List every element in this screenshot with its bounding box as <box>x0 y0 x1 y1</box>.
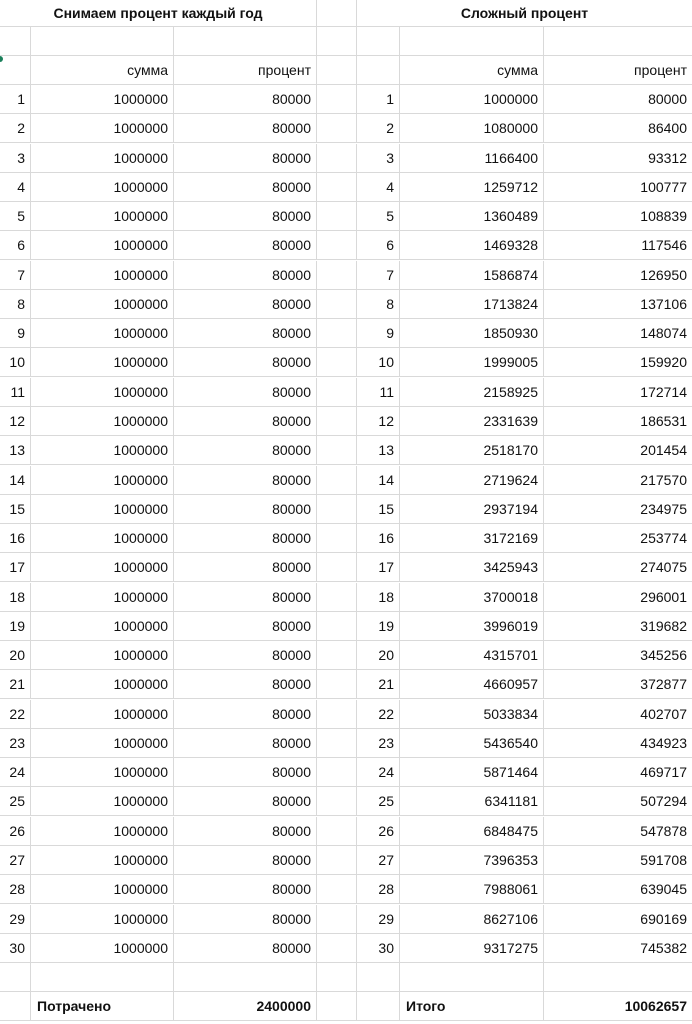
cell[interactable] <box>317 495 357 524</box>
right-sum-cell[interactable]: 1586874 <box>400 261 544 290</box>
cell[interactable] <box>0 963 31 992</box>
left-percent-cell[interactable]: 80000 <box>174 144 317 173</box>
table-row <box>0 583 692 612</box>
cell[interactable] <box>317 261 357 290</box>
table-row <box>0 641 692 670</box>
right-sum-cell[interactable]: 2518170 <box>400 436 544 465</box>
left-sum-cell[interactable]: 1000000 <box>31 787 174 816</box>
right-sum-cell[interactable]: 7988061 <box>400 875 544 904</box>
cell[interactable] <box>317 407 357 436</box>
right-percent-cell[interactable]: 690169 <box>544 905 692 934</box>
right-table-title[interactable]: Сложный процент <box>357 0 692 27</box>
left-row-number[interactable]: 18 <box>0 583 31 612</box>
left-percent-cell[interactable]: 80000 <box>174 787 317 816</box>
left-sum-cell[interactable]: 1000000 <box>31 905 174 934</box>
left-sum-cell[interactable]: 1000000 <box>31 875 174 904</box>
left-percent-cell[interactable]: 80000 <box>174 466 317 495</box>
empty-row <box>0 963 692 992</box>
left-sum-cell[interactable]: 1000000 <box>31 144 174 173</box>
table-row <box>0 495 692 524</box>
right-row-number[interactable]: 8 <box>357 290 400 319</box>
left-sum-cell[interactable]: 1000000 <box>31 202 174 231</box>
cell[interactable] <box>317 700 357 729</box>
left-percent-cell[interactable]: 80000 <box>174 729 317 758</box>
right-sum-cell[interactable]: 4315701 <box>400 641 544 670</box>
right-row-number[interactable]: 23 <box>357 729 400 758</box>
right-sum-cell[interactable]: 2158925 <box>400 378 544 407</box>
left-percent-cell[interactable]: 80000 <box>174 114 317 143</box>
cell[interactable] <box>317 27 357 56</box>
right-row-number[interactable]: 21 <box>357 670 400 699</box>
left-sum-cell[interactable]: 1000000 <box>31 436 174 465</box>
left-percent-cell[interactable]: 80000 <box>174 934 317 963</box>
cell[interactable] <box>317 202 357 231</box>
table-row <box>0 612 692 641</box>
left-percent-cell[interactable]: 80000 <box>174 348 317 377</box>
cell[interactable] <box>317 85 357 114</box>
right-percent-cell[interactable]: 148074 <box>544 319 692 348</box>
right-row-number[interactable]: 19 <box>357 612 400 641</box>
right-row-number[interactable]: 1 <box>357 85 400 114</box>
right-row-number[interactable]: 29 <box>357 905 400 934</box>
table-row <box>0 670 692 699</box>
table-row <box>0 846 692 875</box>
left-sum-cell[interactable]: 1000000 <box>31 495 174 524</box>
left-table-title[interactable]: Снимаем процент каждый год <box>0 0 317 27</box>
totals-row <box>0 992 692 1021</box>
left-row-number[interactable]: 5 <box>0 202 31 231</box>
left-row-number[interactable]: 11 <box>0 378 31 407</box>
left-percent-cell[interactable]: 80000 <box>174 261 317 290</box>
left-sum-cell[interactable]: 1000000 <box>31 846 174 875</box>
right-percent-cell[interactable]: 159920 <box>544 348 692 377</box>
right-percent-cell[interactable]: 172714 <box>544 378 692 407</box>
table-row <box>0 875 692 904</box>
right-row-number[interactable]: 2 <box>357 114 400 143</box>
cell[interactable] <box>357 963 400 992</box>
table-row <box>0 758 692 787</box>
right-percent-cell[interactable]: 402707 <box>544 700 692 729</box>
left-percent-cell[interactable]: 80000 <box>174 231 317 260</box>
right-percent-cell[interactable]: 434923 <box>544 729 692 758</box>
right-row-number[interactable]: 22 <box>357 700 400 729</box>
right-percent-cell[interactable]: 253774 <box>544 524 692 553</box>
column-header-row <box>0 56 692 85</box>
table-row <box>0 173 692 202</box>
right-percent-cell[interactable]: 234975 <box>544 495 692 524</box>
left-sum-cell[interactable]: 1000000 <box>31 173 174 202</box>
left-percent-cell[interactable]: 80000 <box>174 407 317 436</box>
cell[interactable] <box>544 963 692 992</box>
right-sum-cell[interactable]: 1080000 <box>400 114 544 143</box>
cell[interactable] <box>0 992 31 1021</box>
right-row-number[interactable]: 11 <box>357 378 400 407</box>
right-sum-cell[interactable]: 6341181 <box>400 787 544 816</box>
left-sum-cell[interactable]: 1000000 <box>31 583 174 612</box>
left-row-number[interactable]: 28 <box>0 875 31 904</box>
right-row-number[interactable]: 14 <box>357 466 400 495</box>
left-row-number[interactable]: 9 <box>0 319 31 348</box>
cell[interactable] <box>317 524 357 553</box>
cell[interactable] <box>317 583 357 612</box>
left-percent-cell[interactable]: 80000 <box>174 846 317 875</box>
cell[interactable] <box>357 992 400 1021</box>
left-row-number[interactable]: 10 <box>0 348 31 377</box>
right-sum-cell[interactable]: 1999005 <box>400 348 544 377</box>
right-percent-header[interactable]: процент <box>544 56 692 85</box>
table-row <box>0 729 692 758</box>
cell[interactable] <box>317 144 357 173</box>
left-sum-cell[interactable]: 1000000 <box>31 670 174 699</box>
right-percent-cell[interactable]: 547878 <box>544 817 692 846</box>
table-row <box>0 934 692 963</box>
left-sum-cell[interactable]: 1000000 <box>31 729 174 758</box>
cell[interactable] <box>317 319 357 348</box>
cell[interactable] <box>317 875 357 904</box>
left-sum-cell[interactable]: 1000000 <box>31 348 174 377</box>
cell[interactable] <box>357 27 400 56</box>
cell[interactable] <box>317 905 357 934</box>
left-sum-cell[interactable]: 1000000 <box>31 758 174 787</box>
right-row-number[interactable]: 25 <box>357 787 400 816</box>
left-percent-cell[interactable]: 80000 <box>174 905 317 934</box>
right-percent-cell[interactable]: 93312 <box>544 144 692 173</box>
cell[interactable] <box>174 27 317 56</box>
left-sum-cell[interactable]: 1000000 <box>31 641 174 670</box>
cell[interactable] <box>317 787 357 816</box>
left-row-number[interactable]: 13 <box>0 436 31 465</box>
left-percent-cell[interactable]: 80000 <box>174 758 317 787</box>
table-row <box>0 700 692 729</box>
left-row-number[interactable]: 4 <box>0 173 31 202</box>
cell[interactable] <box>317 641 357 670</box>
left-sum-cell[interactable]: 1000000 <box>31 934 174 963</box>
right-sum-cell[interactable]: 1166400 <box>400 144 544 173</box>
left-row-number[interactable]: 3 <box>0 144 31 173</box>
right-row-number[interactable]: 7 <box>357 261 400 290</box>
right-percent-cell[interactable]: 108839 <box>544 202 692 231</box>
cell[interactable] <box>400 27 544 56</box>
right-row-number[interactable]: 6 <box>357 231 400 260</box>
right-percent-cell[interactable]: 217570 <box>544 466 692 495</box>
left-percent-cell[interactable]: 80000 <box>174 85 317 114</box>
cell[interactable] <box>317 436 357 465</box>
left-row-number[interactable]: 2 <box>0 114 31 143</box>
left-percent-cell[interactable]: 80000 <box>174 670 317 699</box>
right-sum-cell[interactable]: 3996019 <box>400 612 544 641</box>
right-percent-cell[interactable]: 345256 <box>544 641 692 670</box>
left-sum-cell[interactable]: 1000000 <box>31 261 174 290</box>
left-row-number[interactable]: 20 <box>0 641 31 670</box>
left-row-number[interactable]: 12 <box>0 407 31 436</box>
left-sum-cell[interactable]: 1000000 <box>31 85 174 114</box>
title-row <box>0 0 692 27</box>
right-row-number[interactable]: 26 <box>357 817 400 846</box>
table-row <box>0 348 692 377</box>
right-sum-cell[interactable]: 2331639 <box>400 407 544 436</box>
left-sum-cell[interactable]: 1000000 <box>31 407 174 436</box>
cell[interactable] <box>317 553 357 582</box>
cell[interactable] <box>317 173 357 202</box>
left-row-number[interactable]: 26 <box>0 817 31 846</box>
right-row-number[interactable]: 15 <box>357 495 400 524</box>
right-sum-cell[interactable]: 2719624 <box>400 466 544 495</box>
right-row-number[interactable]: 4 <box>357 173 400 202</box>
left-total-value[interactable]: 2400000 <box>174 992 317 1021</box>
left-row-number[interactable]: 8 <box>0 290 31 319</box>
cell[interactable] <box>317 670 357 699</box>
left-row-number[interactable]: 22 <box>0 700 31 729</box>
left-row-number[interactable]: 1 <box>0 85 31 114</box>
left-sum-header[interactable]: сумма <box>31 56 174 85</box>
cell[interactable] <box>317 612 357 641</box>
right-row-number[interactable]: 20 <box>357 641 400 670</box>
left-percent-cell[interactable]: 80000 <box>174 524 317 553</box>
table-row <box>0 114 692 143</box>
cell[interactable] <box>317 992 357 1021</box>
cell[interactable] <box>0 56 31 85</box>
right-row-number[interactable]: 17 <box>357 553 400 582</box>
right-row-number[interactable]: 27 <box>357 846 400 875</box>
table-row <box>0 319 692 348</box>
left-sum-cell[interactable]: 1000000 <box>31 290 174 319</box>
left-row-number[interactable]: 25 <box>0 787 31 816</box>
table-row <box>0 905 692 934</box>
right-row-number[interactable]: 3 <box>357 144 400 173</box>
right-sum-header[interactable]: сумма <box>400 56 544 85</box>
cell[interactable] <box>317 114 357 143</box>
table-row <box>0 261 692 290</box>
right-row-number[interactable]: 28 <box>357 875 400 904</box>
right-sum-cell[interactable]: 3700018 <box>400 583 544 612</box>
table-row <box>0 466 692 495</box>
table-row <box>0 787 692 816</box>
table-row <box>0 553 692 582</box>
left-sum-cell[interactable]: 1000000 <box>31 231 174 260</box>
cell[interactable] <box>317 963 357 992</box>
left-percent-cell[interactable]: 80000 <box>174 817 317 846</box>
right-row-number[interactable]: 12 <box>357 407 400 436</box>
left-percent-cell[interactable]: 80000 <box>174 583 317 612</box>
right-row-number[interactable]: 5 <box>357 202 400 231</box>
table-row <box>0 817 692 846</box>
right-sum-cell[interactable]: 1850930 <box>400 319 544 348</box>
left-percent-cell[interactable]: 80000 <box>174 378 317 407</box>
right-percent-cell[interactable]: 639045 <box>544 875 692 904</box>
left-percent-cell[interactable]: 80000 <box>174 319 317 348</box>
left-percent-cell[interactable]: 80000 <box>174 641 317 670</box>
right-sum-cell[interactable]: 8627106 <box>400 905 544 934</box>
right-sum-cell[interactable]: 7396353 <box>400 846 544 875</box>
left-row-number[interactable]: 24 <box>0 758 31 787</box>
cell[interactable] <box>317 729 357 758</box>
left-sum-cell[interactable]: 1000000 <box>31 319 174 348</box>
left-percent-cell[interactable]: 80000 <box>174 495 317 524</box>
right-row-number[interactable]: 18 <box>357 583 400 612</box>
left-percent-cell[interactable]: 80000 <box>174 700 317 729</box>
table-row <box>0 524 692 553</box>
right-sum-cell[interactable]: 1000000 <box>400 85 544 114</box>
right-percent-cell[interactable]: 274075 <box>544 553 692 582</box>
cell[interactable] <box>357 56 400 85</box>
right-sum-cell[interactable]: 5436540 <box>400 729 544 758</box>
table-row <box>0 202 692 231</box>
empty-row <box>0 27 692 56</box>
cell[interactable] <box>317 817 357 846</box>
right-sum-cell[interactable]: 3425943 <box>400 553 544 582</box>
right-percent-cell[interactable]: 201454 <box>544 436 692 465</box>
left-row-number[interactable]: 29 <box>0 905 31 934</box>
right-percent-cell[interactable]: 80000 <box>544 85 692 114</box>
cell[interactable] <box>0 27 31 56</box>
cell[interactable] <box>317 348 357 377</box>
left-percent-cell[interactable]: 80000 <box>174 436 317 465</box>
cell[interactable] <box>317 378 357 407</box>
left-row-number[interactable]: 15 <box>0 495 31 524</box>
right-row-number[interactable]: 9 <box>357 319 400 348</box>
right-sum-cell[interactable]: 5871464 <box>400 758 544 787</box>
right-percent-cell[interactable]: 137106 <box>544 290 692 319</box>
left-row-number[interactable]: 7 <box>0 261 31 290</box>
right-row-number[interactable]: 10 <box>357 348 400 377</box>
left-row-number[interactable]: 21 <box>0 670 31 699</box>
right-percent-cell[interactable]: 469717 <box>544 758 692 787</box>
cell[interactable] <box>544 27 692 56</box>
left-sum-cell[interactable]: 1000000 <box>31 524 174 553</box>
right-percent-cell[interactable]: 186531 <box>544 407 692 436</box>
table-row <box>0 231 692 260</box>
cell[interactable] <box>317 466 357 495</box>
left-percent-cell[interactable]: 80000 <box>174 553 317 582</box>
right-percent-cell[interactable]: 100777 <box>544 173 692 202</box>
left-sum-cell[interactable]: 1000000 <box>31 114 174 143</box>
left-percent-cell[interactable]: 80000 <box>174 173 317 202</box>
right-total-value[interactable]: 10062657 <box>544 992 692 1021</box>
cell[interactable] <box>31 27 174 56</box>
right-row-number[interactable]: 13 <box>357 436 400 465</box>
right-total-label[interactable]: Итого <box>400 992 544 1021</box>
right-percent-cell[interactable]: 507294 <box>544 787 692 816</box>
left-row-number[interactable]: 14 <box>0 466 31 495</box>
cell[interactable] <box>174 963 317 992</box>
right-sum-cell[interactable]: 6848475 <box>400 817 544 846</box>
right-percent-cell[interactable]: 86400 <box>544 114 692 143</box>
right-percent-cell[interactable]: 296001 <box>544 583 692 612</box>
right-percent-cell[interactable]: 126950 <box>544 261 692 290</box>
right-row-number[interactable]: 30 <box>357 934 400 963</box>
left-sum-cell[interactable]: 1000000 <box>31 553 174 582</box>
right-percent-cell[interactable]: 319682 <box>544 612 692 641</box>
right-percent-cell[interactable]: 745382 <box>544 934 692 963</box>
cell[interactable] <box>317 934 357 963</box>
left-percent-cell[interactable]: 80000 <box>174 202 317 231</box>
left-row-number[interactable]: 27 <box>0 846 31 875</box>
right-sum-cell[interactable]: 5033834 <box>400 700 544 729</box>
table-row <box>0 144 692 173</box>
table-row <box>0 290 692 319</box>
left-row-number[interactable]: 30 <box>0 934 31 963</box>
cell[interactable] <box>317 846 357 875</box>
right-sum-cell[interactable]: 4660957 <box>400 670 544 699</box>
left-sum-cell[interactable]: 1000000 <box>31 466 174 495</box>
right-percent-cell[interactable]: 117546 <box>544 231 692 260</box>
right-sum-cell[interactable]: 1360489 <box>400 202 544 231</box>
right-sum-cell[interactable]: 1259712 <box>400 173 544 202</box>
cell[interactable] <box>317 758 357 787</box>
right-percent-cell[interactable]: 372877 <box>544 670 692 699</box>
right-row-number[interactable]: 16 <box>357 524 400 553</box>
right-sum-cell[interactable]: 3172169 <box>400 524 544 553</box>
left-percent-header[interactable]: процент <box>174 56 317 85</box>
right-sum-cell[interactable]: 1713824 <box>400 290 544 319</box>
table-row <box>0 436 692 465</box>
cell[interactable] <box>317 231 357 260</box>
left-percent-cell[interactable]: 80000 <box>174 875 317 904</box>
right-row-number[interactable]: 24 <box>357 758 400 787</box>
left-row-number[interactable]: 16 <box>0 524 31 553</box>
cell-gap[interactable] <box>317 0 357 27</box>
left-total-label[interactable]: Потрачено <box>31 992 174 1021</box>
left-percent-cell[interactable]: 80000 <box>174 290 317 319</box>
left-row-number[interactable]: 6 <box>0 231 31 260</box>
cell[interactable] <box>317 56 357 85</box>
left-row-number[interactable]: 23 <box>0 729 31 758</box>
left-sum-cell[interactable]: 1000000 <box>31 817 174 846</box>
table-row <box>0 85 692 114</box>
table-row <box>0 407 692 436</box>
left-row-number[interactable]: 19 <box>0 612 31 641</box>
left-row-number[interactable]: 17 <box>0 553 31 582</box>
right-sum-cell[interactable]: 2937194 <box>400 495 544 524</box>
left-sum-cell[interactable]: 1000000 <box>31 612 174 641</box>
cell[interactable] <box>400 963 544 992</box>
left-sum-cell[interactable]: 1000000 <box>31 700 174 729</box>
left-percent-cell[interactable]: 80000 <box>174 612 317 641</box>
right-sum-cell[interactable]: 9317275 <box>400 934 544 963</box>
left-sum-cell[interactable]: 1000000 <box>31 378 174 407</box>
right-percent-cell[interactable]: 591708 <box>544 846 692 875</box>
right-sum-cell[interactable]: 1469328 <box>400 231 544 260</box>
cell[interactable] <box>317 290 357 319</box>
table-row <box>0 378 692 407</box>
cell[interactable] <box>31 963 174 992</box>
